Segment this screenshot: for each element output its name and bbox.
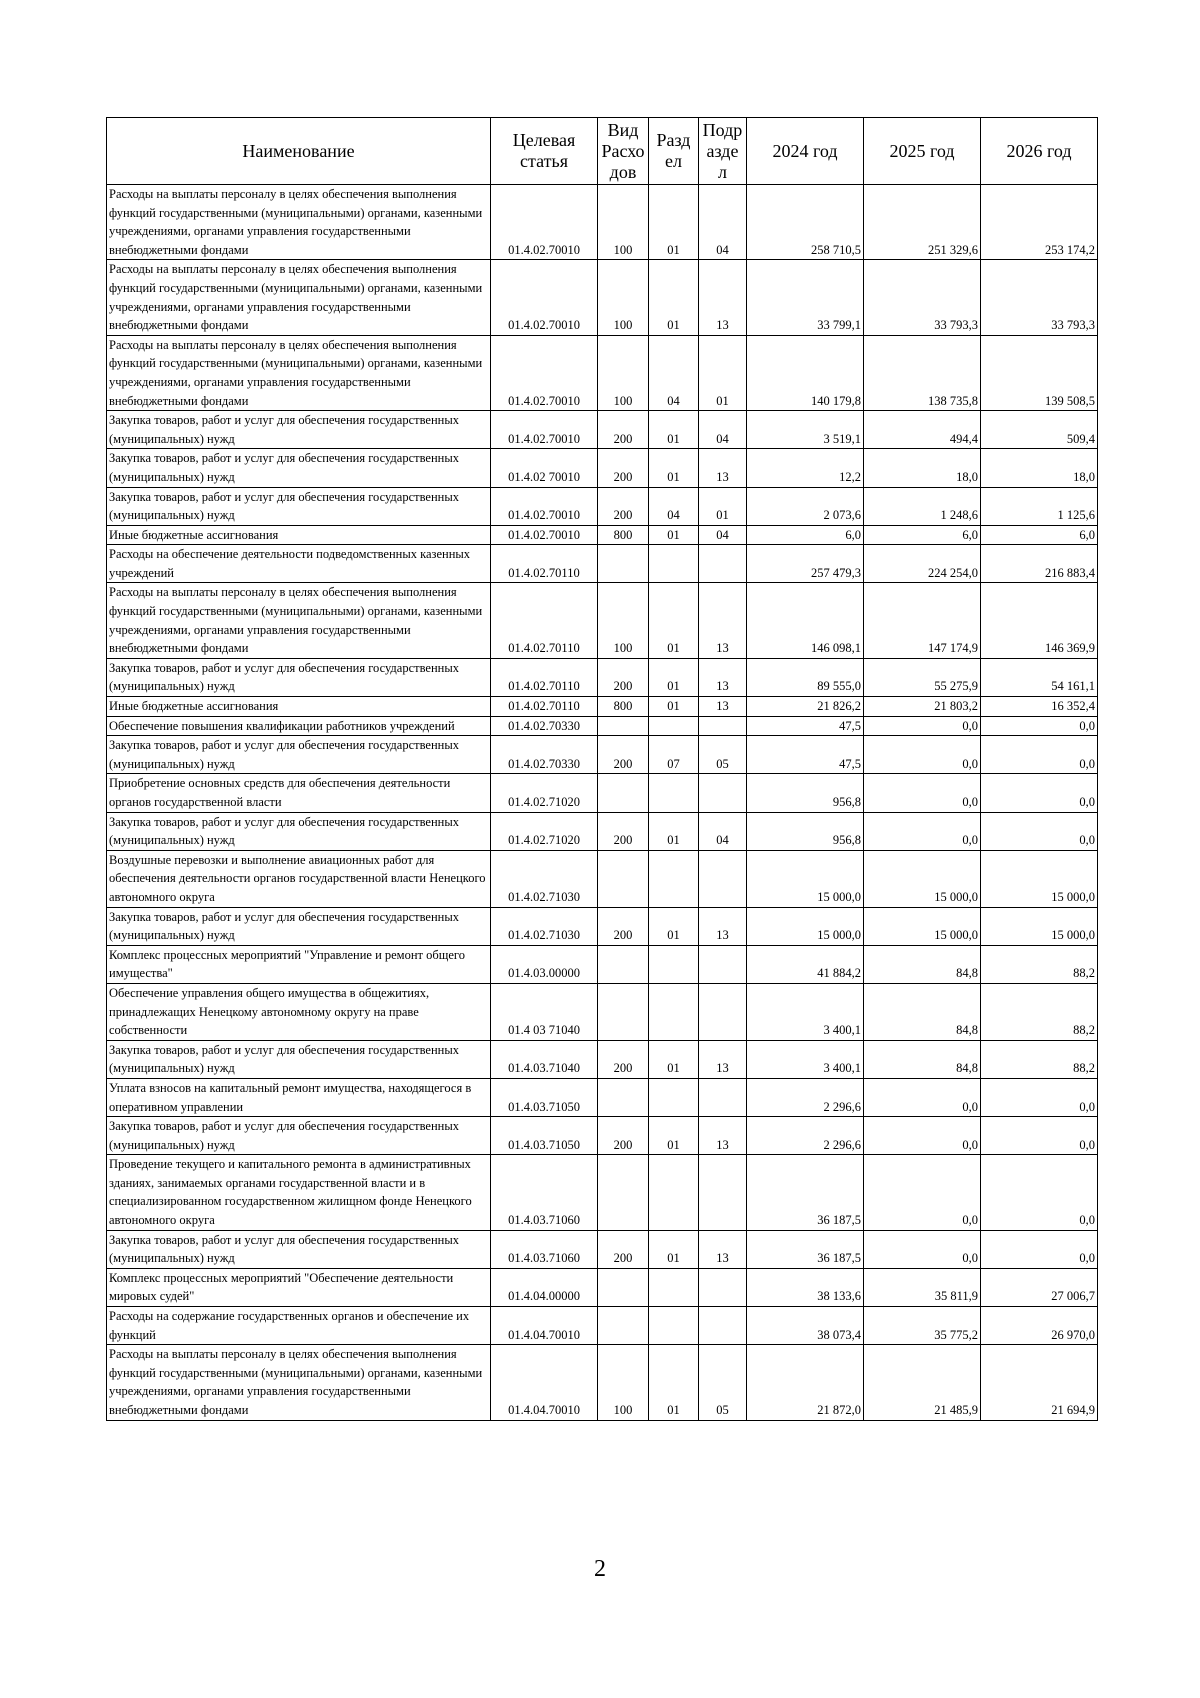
table-row (107, 487, 1098, 525)
target-article: 01.4.02.70110 (491, 697, 598, 717)
subsection-code: 13 (699, 1117, 747, 1155)
section-code: 01 (649, 260, 699, 335)
amount-2026: 27 006,7 (981, 1268, 1098, 1306)
expense-type (598, 1155, 649, 1230)
amount-2024: 36 187,5 (747, 1155, 864, 1230)
row-name: Расходы на обеспечение деятельности подведомственных казенных учреждений (107, 545, 491, 583)
target-article: 01.4.03.71050 (491, 1117, 598, 1155)
section-code: 01 (649, 697, 699, 717)
expense-type: 200 (598, 658, 649, 696)
amount-2025: 84,8 (864, 945, 981, 983)
row-name: Расходы на выплаты персоналу в целях обеспечения выполнения функций государственными (муниципальными) органами, казенными учреждениями, органами управления государственными внебюджетными фондами (107, 185, 491, 260)
expense-type: 200 (598, 487, 649, 525)
budget-table (106, 117, 1098, 1421)
header-expense-type: Вид Расхо дов (598, 118, 649, 185)
amount-2025: 33 793,3 (864, 260, 981, 335)
header-name: Наименование (107, 118, 491, 185)
subsection-code: 05 (699, 1345, 747, 1420)
header-subsection: Подр азде л (699, 118, 747, 185)
amount-2025: 0,0 (864, 1117, 981, 1155)
section-code: 04 (649, 335, 699, 410)
target-article: 01.4.02.71020 (491, 774, 598, 812)
expense-type: 800 (598, 697, 649, 717)
header-year-2025: 2025 год (864, 118, 981, 185)
table-row (107, 983, 1098, 1040)
amount-2024: 956,8 (747, 774, 864, 812)
amount-2025: 84,8 (864, 983, 981, 1040)
amount-2025: 138 735,8 (864, 335, 981, 410)
target-article: 01.4.02.70110 (491, 583, 598, 658)
amount-2024: 6,0 (747, 525, 864, 545)
amount-2024: 38 073,4 (747, 1307, 864, 1345)
amount-2025: 15 000,0 (864, 907, 981, 945)
target-article: 01.4.02.70010 (491, 411, 598, 449)
subsection-code (699, 983, 747, 1040)
section-code (649, 774, 699, 812)
table-row (107, 411, 1098, 449)
amount-2024: 140 179,8 (747, 335, 864, 410)
amount-2024: 47,5 (747, 716, 864, 736)
amount-2026: 26 970,0 (981, 1307, 1098, 1345)
amount-2025: 147 174,9 (864, 583, 981, 658)
section-code: 01 (649, 185, 699, 260)
expense-type (598, 945, 649, 983)
amount-2025: 251 329,6 (864, 185, 981, 260)
section-code (649, 716, 699, 736)
amount-2025: 35 775,2 (864, 1307, 981, 1345)
row-name: Приобретение основных средств для обеспечения деятельности органов государственной власти (107, 774, 491, 812)
table-row (107, 525, 1098, 545)
amount-2026: 139 508,5 (981, 335, 1098, 410)
row-name: Воздушные перевозки и выполнение авиационных работ для обеспечения деятельности органов государственной власти Ненецкого автономного округа (107, 850, 491, 907)
amount-2024: 146 098,1 (747, 583, 864, 658)
amount-2024: 33 799,1 (747, 260, 864, 335)
section-code (649, 983, 699, 1040)
row-name: Обеспечение повышения квалификации работников учреждений (107, 716, 491, 736)
table-row (107, 1230, 1098, 1268)
amount-2026: 0,0 (981, 812, 1098, 850)
target-article: 01.4 03 71040 (491, 983, 598, 1040)
amount-2026: 6,0 (981, 525, 1098, 545)
amount-2025: 15 000,0 (864, 850, 981, 907)
section-code: 01 (649, 525, 699, 545)
amount-2024: 3 400,1 (747, 1040, 864, 1078)
expense-type: 800 (598, 525, 649, 545)
amount-2024: 89 555,0 (747, 658, 864, 696)
amount-2026: 146 369,9 (981, 583, 1098, 658)
amount-2025: 0,0 (864, 1155, 981, 1230)
target-article: 01.4.03.71060 (491, 1230, 598, 1268)
amount-2025: 84,8 (864, 1040, 981, 1078)
table-row (107, 658, 1098, 696)
target-article: 01.4.02.70010 (491, 260, 598, 335)
target-article: 01.4.02.70010 (491, 487, 598, 525)
table-row (107, 716, 1098, 736)
amount-2024: 2 073,6 (747, 487, 864, 525)
amount-2026: 1 125,6 (981, 487, 1098, 525)
table-row (107, 185, 1098, 260)
amount-2024: 2 296,6 (747, 1117, 864, 1155)
expense-type: 200 (598, 907, 649, 945)
section-code: 01 (649, 1230, 699, 1268)
amount-2026: 54 161,1 (981, 658, 1098, 696)
row-name: Расходы на содержание государственных органов и обеспечение их функций (107, 1307, 491, 1345)
subsection-code: 13 (699, 1040, 747, 1078)
target-article: 01.4.02.71030 (491, 850, 598, 907)
target-article: 01.4.02.70330 (491, 716, 598, 736)
section-code (649, 1268, 699, 1306)
amount-2024: 3 519,1 (747, 411, 864, 449)
subsection-code (699, 1155, 747, 1230)
row-name: Закупка товаров, работ и услуг для обеспечения государственных (муниципальных) нужд (107, 449, 491, 487)
section-code: 07 (649, 736, 699, 774)
row-name: Уплата взносов на капитальный ремонт имущества, находящегося в оперативном управлении (107, 1078, 491, 1116)
section-code (649, 545, 699, 583)
amount-2025: 55 275,9 (864, 658, 981, 696)
amount-2026: 18,0 (981, 449, 1098, 487)
subsection-code: 04 (699, 812, 747, 850)
subsection-code: 04 (699, 185, 747, 260)
amount-2024: 3 400,1 (747, 983, 864, 1040)
subsection-code: 13 (699, 583, 747, 658)
expense-type: 200 (598, 1040, 649, 1078)
row-name: Расходы на выплаты персоналу в целях обеспечения выполнения функций государственными (муниципальными) органами, казенными учреждениями, органами управления государственными внебюджетными фондами (107, 1345, 491, 1420)
target-article: 01.4.03.71060 (491, 1155, 598, 1230)
target-article: 01.4.02.70110 (491, 658, 598, 696)
expense-type (598, 1078, 649, 1116)
expense-type (598, 716, 649, 736)
row-name: Обеспечение управления общего имущества в общежитиях, принадлежащих Ненецкому автономному округу на праве собственности (107, 983, 491, 1040)
amount-2026: 15 000,0 (981, 850, 1098, 907)
expense-type: 100 (598, 1345, 649, 1420)
amount-2025: 21 803,2 (864, 697, 981, 717)
row-name: Закупка товаров, работ и услуг для обеспечения государственных (муниципальных) нужд (107, 658, 491, 696)
amount-2026: 216 883,4 (981, 545, 1098, 583)
subsection-code (699, 945, 747, 983)
amount-2026: 88,2 (981, 945, 1098, 983)
expense-type (598, 1307, 649, 1345)
row-name: Расходы на выплаты персоналу в целях обеспечения выполнения функций государственными (муниципальными) органами, казенными учреждениями, органами управления государственными внебюджетными фондами (107, 260, 491, 335)
table-row (107, 545, 1098, 583)
target-article: 01.4.04.70010 (491, 1307, 598, 1345)
amount-2025: 35 811,9 (864, 1268, 981, 1306)
expense-type: 100 (598, 185, 649, 260)
subsection-code: 13 (699, 260, 747, 335)
section-code: 01 (649, 449, 699, 487)
expense-type: 200 (598, 1230, 649, 1268)
section-code (649, 850, 699, 907)
amount-2024: 12,2 (747, 449, 864, 487)
table-row (107, 812, 1098, 850)
target-article: 01.4.02.70010 (491, 335, 598, 410)
row-name: Иные бюджетные ассигнования (107, 525, 491, 545)
amount-2025: 21 485,9 (864, 1345, 981, 1420)
amount-2026: 0,0 (981, 1078, 1098, 1116)
row-name: Закупка товаров, работ и услуг для обеспечения государственных (муниципальных) нужд (107, 1117, 491, 1155)
section-code: 01 (649, 583, 699, 658)
target-article: 01.4.02.70330 (491, 736, 598, 774)
section-code: 01 (649, 1117, 699, 1155)
row-name: Закупка товаров, работ и услуг для обеспечения государственных (муниципальных) нужд (107, 907, 491, 945)
row-name: Закупка товаров, работ и услуг для обеспечения государственных (муниципальных) нужд (107, 487, 491, 525)
target-article: 01.4.02.71030 (491, 907, 598, 945)
expense-type: 200 (598, 736, 649, 774)
subsection-code (699, 1307, 747, 1345)
expense-type (598, 983, 649, 1040)
table-row (107, 1078, 1098, 1116)
table-row (107, 583, 1098, 658)
table-row (107, 1345, 1098, 1420)
amount-2026: 0,0 (981, 1117, 1098, 1155)
amount-2026: 88,2 (981, 1040, 1098, 1078)
subsection-code: 05 (699, 736, 747, 774)
amount-2024: 956,8 (747, 812, 864, 850)
page-number: 2 (594, 1556, 606, 1582)
amount-2026: 0,0 (981, 1155, 1098, 1230)
table-row (107, 260, 1098, 335)
amount-2026: 15 000,0 (981, 907, 1098, 945)
amount-2026: 21 694,9 (981, 1345, 1098, 1420)
table-row (107, 774, 1098, 812)
subsection-code: 01 (699, 335, 747, 410)
amount-2026: 33 793,3 (981, 260, 1098, 335)
table-row (107, 1117, 1098, 1155)
row-name: Комплекс процессных мероприятий "Обеспечение деятельности мировых судей" (107, 1268, 491, 1306)
section-code: 01 (649, 658, 699, 696)
subsection-code: 13 (699, 697, 747, 717)
section-code: 01 (649, 1345, 699, 1420)
subsection-code: 04 (699, 411, 747, 449)
row-name: Закупка товаров, работ и услуг для обеспечения государственных (муниципальных) нужд (107, 812, 491, 850)
section-code: 01 (649, 411, 699, 449)
amount-2025: 6,0 (864, 525, 981, 545)
section-code: 04 (649, 487, 699, 525)
target-article: 01.4.03.71040 (491, 1040, 598, 1078)
amount-2026: 16 352,4 (981, 697, 1098, 717)
row-name: Расходы на выплаты персоналу в целях обеспечения выполнения функций государственными (муниципальными) органами, казенными учреждениями, органами управления государственными внебюджетными фондами (107, 583, 491, 658)
row-name: Закупка товаров, работ и услуг для обеспечения государственных (муниципальных) нужд (107, 1230, 491, 1268)
amount-2025: 224 254,0 (864, 545, 981, 583)
amount-2024: 15 000,0 (747, 850, 864, 907)
amount-2024: 47,5 (747, 736, 864, 774)
amount-2026: 0,0 (981, 1230, 1098, 1268)
expense-type: 200 (598, 449, 649, 487)
subsection-code (699, 774, 747, 812)
amount-2026: 0,0 (981, 716, 1098, 736)
table-row (107, 907, 1098, 945)
section-code: 01 (649, 907, 699, 945)
amount-2024: 15 000,0 (747, 907, 864, 945)
amount-2026: 88,2 (981, 983, 1098, 1040)
header-target-article: Целевая статья (491, 118, 598, 185)
target-article: 01.4.02 70010 (491, 449, 598, 487)
row-name: Комплекс процессных мероприятий "Управление и ремонт общего имущества" (107, 945, 491, 983)
subsection-code (699, 1078, 747, 1116)
table-row (107, 1040, 1098, 1078)
expense-type (598, 1268, 649, 1306)
table-row (107, 736, 1098, 774)
amount-2025: 0,0 (864, 736, 981, 774)
row-name: Закупка товаров, работ и услуг для обеспечения государственных (муниципальных) нужд (107, 411, 491, 449)
subsection-code: 13 (699, 449, 747, 487)
row-name: Закупка товаров, работ и услуг для обеспечения государственных (муниципальных) нужд (107, 736, 491, 774)
amount-2024: 21 826,2 (747, 697, 864, 717)
table-row (107, 1307, 1098, 1345)
header-year-2024: 2024 год (747, 118, 864, 185)
amount-2024: 257 479,3 (747, 545, 864, 583)
expense-type: 200 (598, 411, 649, 449)
amount-2024: 21 872,0 (747, 1345, 864, 1420)
header-section: Разд ел (649, 118, 699, 185)
target-article: 01.4.03.71050 (491, 1078, 598, 1116)
subsection-code (699, 545, 747, 583)
amount-2025: 0,0 (864, 1230, 981, 1268)
amount-2025: 0,0 (864, 774, 981, 812)
expense-type: 200 (598, 812, 649, 850)
row-name: Закупка товаров, работ и услуг для обеспечения государственных (муниципальных) нужд (107, 1040, 491, 1078)
table-row (107, 1268, 1098, 1306)
expense-type: 100 (598, 335, 649, 410)
target-article: 01.4.04.70010 (491, 1345, 598, 1420)
target-article: 01.4.03.00000 (491, 945, 598, 983)
amount-2024: 38 133,6 (747, 1268, 864, 1306)
table-row (107, 335, 1098, 410)
subsection-code (699, 1268, 747, 1306)
expense-type: 100 (598, 260, 649, 335)
subsection-code: 13 (699, 658, 747, 696)
expense-type: 100 (598, 583, 649, 658)
row-name: Иные бюджетные ассигнования (107, 697, 491, 717)
amount-2026: 0,0 (981, 774, 1098, 812)
subsection-code (699, 850, 747, 907)
amount-2025: 0,0 (864, 812, 981, 850)
table-body (107, 185, 1098, 1421)
target-article: 01.4.02.70010 (491, 525, 598, 545)
row-name: Расходы на выплаты персоналу в целях обеспечения выполнения функций государственными (муниципальными) органами, казенными учреждениями, органами управления государственными внебюджетными фондами (107, 335, 491, 410)
expense-type: 200 (598, 1117, 649, 1155)
amount-2024: 41 884,2 (747, 945, 864, 983)
expense-type (598, 774, 649, 812)
target-article: 01.4.04.00000 (491, 1268, 598, 1306)
section-code: 01 (649, 812, 699, 850)
amount-2026: 0,0 (981, 736, 1098, 774)
table-row (107, 1155, 1098, 1230)
subsection-code: 13 (699, 1230, 747, 1268)
section-code: 01 (649, 1040, 699, 1078)
section-code (649, 1155, 699, 1230)
header-year-2026: 2026 год (981, 118, 1098, 185)
amount-2024: 2 296,6 (747, 1078, 864, 1116)
table-row (107, 850, 1098, 907)
section-code (649, 945, 699, 983)
target-article: 01.4.02.70110 (491, 545, 598, 583)
target-article: 01.4.02.70010 (491, 185, 598, 260)
subsection-code: 04 (699, 525, 747, 545)
amount-2024: 258 710,5 (747, 185, 864, 260)
subsection-code: 01 (699, 487, 747, 525)
amount-2026: 509,4 (981, 411, 1098, 449)
amount-2025: 494,4 (864, 411, 981, 449)
section-code (649, 1307, 699, 1345)
table-row (107, 945, 1098, 983)
subsection-code: 13 (699, 907, 747, 945)
table-row (107, 697, 1098, 717)
amount-2025: 18,0 (864, 449, 981, 487)
row-name: Проведение текущего и капитального ремонта в административных зданиях, занимаемых органами государственной власти и в специализированном государственном жилищном фонде Ненецкого автономного округа (107, 1155, 491, 1230)
section-code (649, 1078, 699, 1116)
amount-2024: 36 187,5 (747, 1230, 864, 1268)
header-row (107, 118, 1098, 185)
amount-2025: 1 248,6 (864, 487, 981, 525)
target-article: 01.4.02.71020 (491, 812, 598, 850)
amount-2025: 0,0 (864, 716, 981, 736)
expense-type (598, 850, 649, 907)
table-row (107, 449, 1098, 487)
amount-2026: 253 174,2 (981, 185, 1098, 260)
amount-2025: 0,0 (864, 1078, 981, 1116)
expense-type (598, 545, 649, 583)
subsection-code (699, 716, 747, 736)
